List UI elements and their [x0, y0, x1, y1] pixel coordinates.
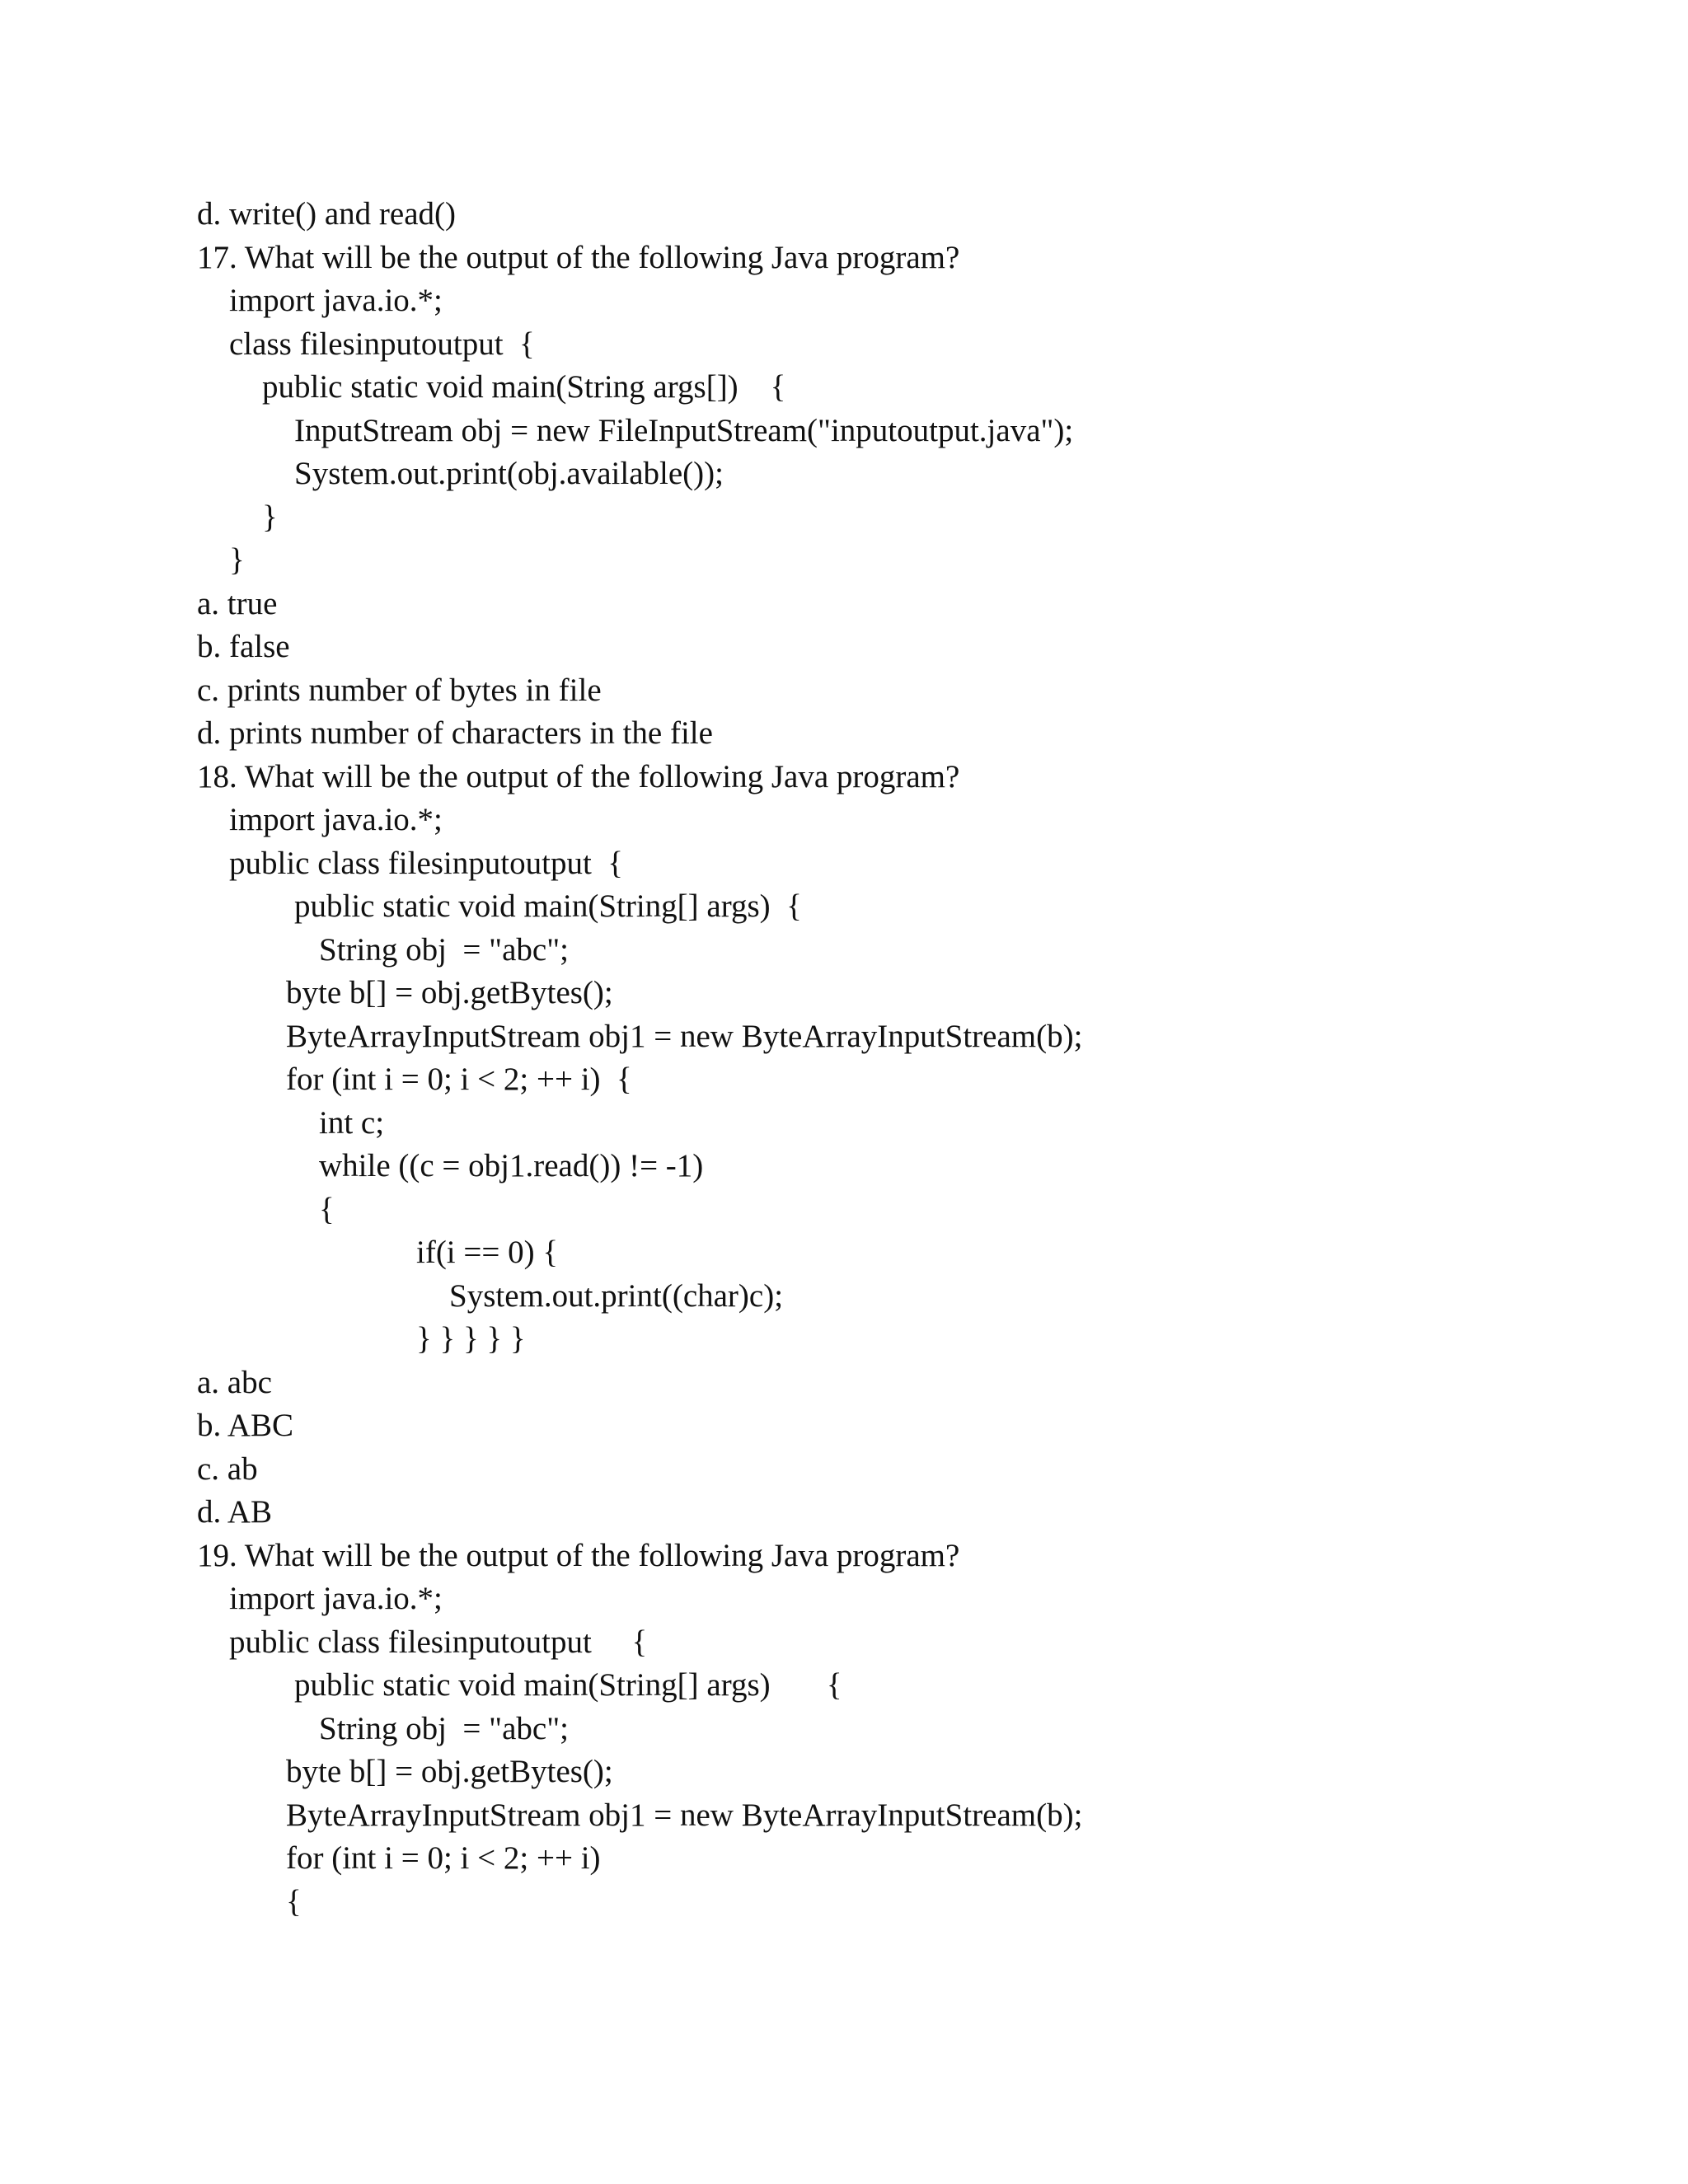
code-line: String obj = "abc"; [319, 1711, 569, 1746]
question-heading: 18. What will be the output of the following Java program? [197, 759, 960, 794]
answer-option: b. ABC [197, 1408, 294, 1443]
code-line: public static void main(String args[]) { [262, 369, 786, 405]
code-line: byte b[] = obj.getBytes(); [286, 1754, 613, 1789]
code-line: { [286, 1884, 302, 1919]
answer-option: a. abc [197, 1365, 272, 1400]
code-line: public static void main(String[] args) { [294, 888, 802, 924]
answer-option: c. prints number of bytes in file [197, 673, 602, 708]
answer-option: c. ab [197, 1451, 258, 1487]
code-line: import java.io.*; [229, 1581, 443, 1616]
answer-option: b. false [197, 629, 290, 664]
code-line: String obj = "abc"; [319, 932, 569, 968]
code-line: } } } } } [416, 1321, 526, 1357]
code-line: } [229, 542, 245, 578]
code-line: import java.io.*; [229, 802, 443, 837]
code-line: public static void main(String[] args) { [294, 1667, 842, 1703]
code-line: ByteArrayInputStream obj1 = new ByteArrayInputStream(b); [286, 1797, 1083, 1833]
code-line: InputStream obj = new FileInputStream("inputoutput.java"); [294, 413, 1074, 448]
answer-option: a. true [197, 586, 278, 621]
code-line: System.out.print(obj.available()); [294, 456, 724, 491]
answer-option: d. AB [197, 1494, 273, 1530]
answer-option: d. prints number of characters in the file [197, 715, 713, 751]
code-line: System.out.print((char)c); [449, 1278, 784, 1314]
code-line: byte b[] = obj.getBytes(); [286, 975, 613, 1010]
code-line: ByteArrayInputStream obj1 = new ByteArrayInputStream(b); [286, 1019, 1083, 1054]
code-line: for (int i = 0; i < 2; ++ i) [286, 1840, 601, 1876]
code-line: public class filesinputoutput { [229, 1624, 648, 1660]
code-line: import java.io.*; [229, 283, 443, 318]
text-line: d. write() and read() [197, 196, 456, 232]
code-line: public class filesinputoutput { [229, 846, 623, 881]
code-line: for (int i = 0; i < 2; ++ i) { [286, 1062, 632, 1097]
question-heading: 17. What will be the output of the following Java program? [197, 240, 960, 275]
code-line: while ((c = obj1.read()) != -1) [319, 1148, 704, 1183]
code-line: int c; [319, 1105, 385, 1141]
code-line: } [262, 499, 278, 535]
code-line: if(i == 0) { [416, 1235, 559, 1270]
question-heading: 19. What will be the output of the following Java program? [197, 1538, 960, 1573]
code-line: { [319, 1192, 335, 1227]
code-line: class filesinputoutput { [229, 326, 535, 362]
